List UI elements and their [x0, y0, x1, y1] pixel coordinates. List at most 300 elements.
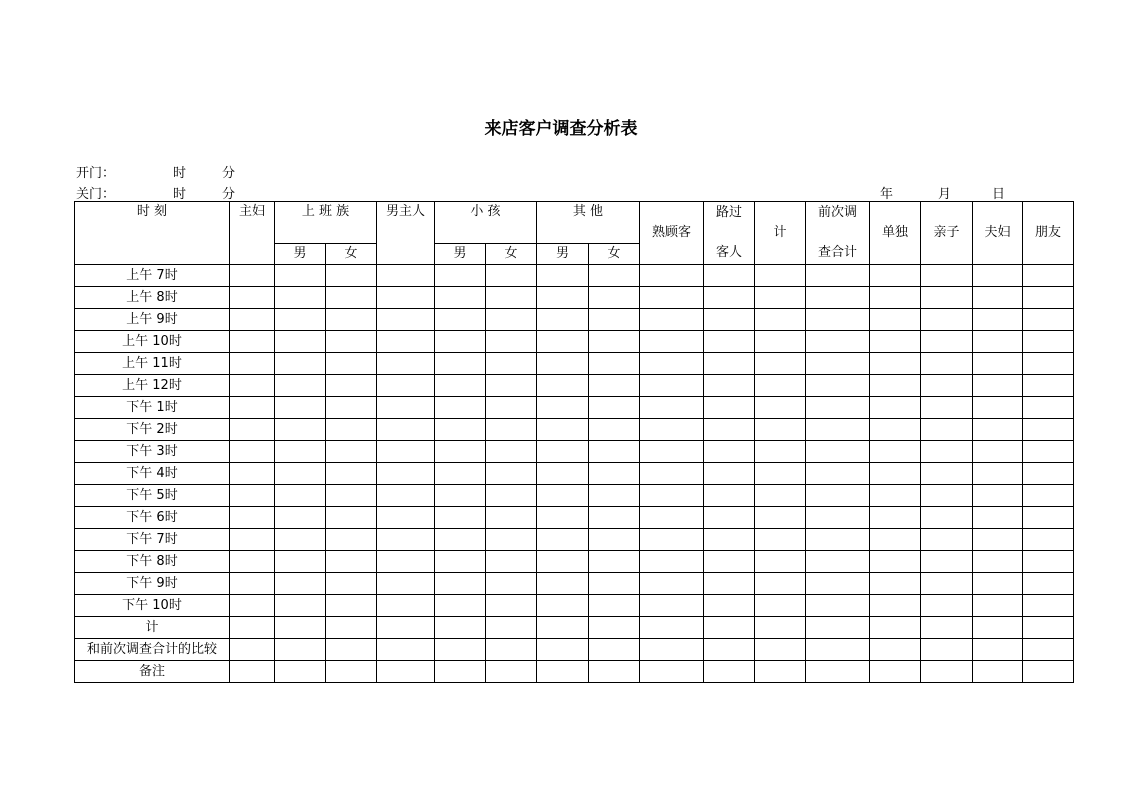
entry-cell[interactable]	[704, 287, 755, 309]
entry-cell[interactable]	[640, 353, 704, 375]
entry-cell[interactable]	[486, 265, 537, 287]
entry-cell[interactable]	[704, 419, 755, 441]
entry-cell[interactable]	[537, 397, 589, 419]
entry-cell[interactable]	[589, 353, 640, 375]
entry-cell[interactable]	[486, 639, 537, 661]
entry-cell[interactable]	[921, 507, 973, 529]
entry-cell[interactable]	[755, 661, 806, 683]
entry-cell[interactable]	[640, 265, 704, 287]
entry-cell[interactable]	[326, 265, 377, 287]
entry-cell[interactable]	[755, 419, 806, 441]
entry-cell[interactable]	[537, 287, 589, 309]
entry-cell[interactable]	[435, 617, 486, 639]
entry-cell[interactable]	[275, 639, 326, 661]
entry-cell[interactable]	[870, 463, 921, 485]
entry-cell[interactable]	[640, 463, 704, 485]
entry-cell[interactable]	[435, 639, 486, 661]
entry-cell[interactable]	[377, 287, 435, 309]
entry-cell[interactable]	[326, 441, 377, 463]
entry-cell[interactable]	[326, 353, 377, 375]
entry-cell[interactable]	[806, 463, 870, 485]
entry-cell[interactable]	[275, 397, 326, 419]
entry-cell[interactable]	[640, 419, 704, 441]
entry-cell[interactable]	[870, 287, 921, 309]
entry-cell[interactable]	[589, 595, 640, 617]
entry-cell[interactable]	[806, 331, 870, 353]
entry-cell[interactable]	[806, 397, 870, 419]
entry-cell[interactable]	[973, 639, 1023, 661]
entry-cell[interactable]	[275, 265, 326, 287]
entry-cell[interactable]	[589, 265, 640, 287]
entry-cell[interactable]	[921, 529, 973, 551]
entry-cell[interactable]	[1023, 529, 1074, 551]
entry-cell[interactable]	[486, 507, 537, 529]
entry-cell[interactable]	[230, 617, 275, 639]
entry-cell[interactable]	[806, 595, 870, 617]
entry-cell[interactable]	[537, 463, 589, 485]
entry-cell[interactable]	[537, 309, 589, 331]
entry-cell[interactable]	[326, 551, 377, 573]
entry-cell[interactable]	[537, 441, 589, 463]
entry-cell[interactable]	[275, 353, 326, 375]
entry-cell[interactable]	[230, 573, 275, 595]
entry-cell[interactable]	[486, 309, 537, 331]
entry-cell[interactable]	[973, 309, 1023, 331]
entry-cell[interactable]	[486, 551, 537, 573]
entry-cell[interactable]	[435, 573, 486, 595]
entry-cell[interactable]	[589, 309, 640, 331]
entry-cell[interactable]	[1023, 353, 1074, 375]
entry-cell[interactable]	[640, 529, 704, 551]
entry-cell[interactable]	[589, 573, 640, 595]
entry-cell[interactable]	[377, 331, 435, 353]
entry-cell[interactable]	[1023, 375, 1074, 397]
entry-cell[interactable]	[275, 595, 326, 617]
entry-cell[interactable]	[921, 375, 973, 397]
entry-cell[interactable]	[640, 551, 704, 573]
entry-cell[interactable]	[806, 441, 870, 463]
entry-cell[interactable]	[921, 617, 973, 639]
entry-cell[interactable]	[537, 661, 589, 683]
entry-cell[interactable]	[435, 551, 486, 573]
entry-cell[interactable]	[377, 551, 435, 573]
entry-cell[interactable]	[230, 507, 275, 529]
entry-cell[interactable]	[704, 485, 755, 507]
entry-cell[interactable]	[377, 529, 435, 551]
entry-cell[interactable]	[704, 595, 755, 617]
entry-cell[interactable]	[870, 441, 921, 463]
entry-cell[interactable]	[806, 551, 870, 573]
entry-cell[interactable]	[921, 419, 973, 441]
entry-cell[interactable]	[326, 529, 377, 551]
entry-cell[interactable]	[486, 419, 537, 441]
entry-cell[interactable]	[435, 397, 486, 419]
entry-cell[interactable]	[589, 551, 640, 573]
entry-cell[interactable]	[326, 485, 377, 507]
entry-cell[interactable]	[870, 639, 921, 661]
entry-cell[interactable]	[870, 353, 921, 375]
entry-cell[interactable]	[589, 661, 640, 683]
entry-cell[interactable]	[230, 595, 275, 617]
entry-cell[interactable]	[230, 441, 275, 463]
entry-cell[interactable]	[755, 551, 806, 573]
entry-cell[interactable]	[326, 463, 377, 485]
entry-cell[interactable]	[230, 661, 275, 683]
entry-cell[interactable]	[1023, 397, 1074, 419]
entry-cell[interactable]	[921, 353, 973, 375]
entry-cell[interactable]	[704, 661, 755, 683]
entry-cell[interactable]	[755, 507, 806, 529]
entry-cell[interactable]	[973, 287, 1023, 309]
entry-cell[interactable]	[973, 485, 1023, 507]
entry-cell[interactable]	[704, 617, 755, 639]
entry-cell[interactable]	[230, 485, 275, 507]
entry-cell[interactable]	[704, 529, 755, 551]
entry-cell[interactable]	[326, 639, 377, 661]
entry-cell[interactable]	[973, 573, 1023, 595]
entry-cell[interactable]	[921, 573, 973, 595]
entry-cell[interactable]	[704, 573, 755, 595]
entry-cell[interactable]	[326, 507, 377, 529]
entry-cell[interactable]	[377, 309, 435, 331]
entry-cell[interactable]	[1023, 507, 1074, 529]
entry-cell[interactable]	[806, 661, 870, 683]
entry-cell[interactable]	[230, 265, 275, 287]
entry-cell[interactable]	[377, 375, 435, 397]
entry-cell[interactable]	[1023, 617, 1074, 639]
entry-cell[interactable]	[435, 353, 486, 375]
entry-cell[interactable]	[870, 331, 921, 353]
entry-cell[interactable]	[1023, 419, 1074, 441]
entry-cell[interactable]	[486, 661, 537, 683]
entry-cell[interactable]	[1023, 551, 1074, 573]
entry-cell[interactable]	[435, 419, 486, 441]
entry-cell[interactable]	[377, 507, 435, 529]
entry-cell[interactable]	[870, 573, 921, 595]
entry-cell[interactable]	[640, 331, 704, 353]
entry-cell[interactable]	[537, 639, 589, 661]
entry-cell[interactable]	[537, 573, 589, 595]
entry-cell[interactable]	[230, 639, 275, 661]
entry-cell[interactable]	[537, 419, 589, 441]
entry-cell[interactable]	[1023, 485, 1074, 507]
entry-cell[interactable]	[921, 551, 973, 573]
entry-cell[interactable]	[704, 397, 755, 419]
entry-cell[interactable]	[755, 463, 806, 485]
entry-cell[interactable]	[377, 441, 435, 463]
entry-cell[interactable]	[640, 485, 704, 507]
entry-cell[interactable]	[973, 397, 1023, 419]
entry-cell[interactable]	[537, 507, 589, 529]
entry-cell[interactable]	[870, 507, 921, 529]
entry-cell[interactable]	[870, 617, 921, 639]
entry-cell[interactable]	[755, 595, 806, 617]
entry-cell[interactable]	[589, 463, 640, 485]
entry-cell[interactable]	[377, 265, 435, 287]
entry-cell[interactable]	[755, 375, 806, 397]
entry-cell[interactable]	[275, 463, 326, 485]
entry-cell[interactable]	[589, 639, 640, 661]
entry-cell[interactable]	[486, 375, 537, 397]
entry-cell[interactable]	[435, 485, 486, 507]
entry-cell[interactable]	[755, 573, 806, 595]
entry-cell[interactable]	[870, 485, 921, 507]
entry-cell[interactable]	[921, 661, 973, 683]
entry-cell[interactable]	[377, 397, 435, 419]
entry-cell[interactable]	[640, 595, 704, 617]
entry-cell[interactable]	[377, 661, 435, 683]
entry-cell[interactable]	[704, 551, 755, 573]
entry-cell[interactable]	[377, 595, 435, 617]
entry-cell[interactable]	[589, 485, 640, 507]
entry-cell[interactable]	[486, 331, 537, 353]
entry-cell[interactable]	[230, 331, 275, 353]
entry-cell[interactable]	[537, 331, 589, 353]
entry-cell[interactable]	[275, 331, 326, 353]
entry-cell[interactable]	[589, 419, 640, 441]
entry-cell[interactable]	[589, 617, 640, 639]
entry-cell[interactable]	[435, 375, 486, 397]
entry-cell[interactable]	[486, 485, 537, 507]
entry-cell[interactable]	[640, 441, 704, 463]
entry-cell[interactable]	[973, 551, 1023, 573]
entry-cell[interactable]	[870, 595, 921, 617]
entry-cell[interactable]	[870, 309, 921, 331]
entry-cell[interactable]	[537, 375, 589, 397]
entry-cell[interactable]	[537, 529, 589, 551]
entry-cell[interactable]	[921, 639, 973, 661]
entry-cell[interactable]	[230, 287, 275, 309]
entry-cell[interactable]	[755, 331, 806, 353]
entry-cell[interactable]	[921, 485, 973, 507]
entry-cell[interactable]	[275, 287, 326, 309]
entry-cell[interactable]	[640, 617, 704, 639]
entry-cell[interactable]	[1023, 595, 1074, 617]
entry-cell[interactable]	[326, 331, 377, 353]
entry-cell[interactable]	[435, 309, 486, 331]
entry-cell[interactable]	[275, 485, 326, 507]
entry-cell[interactable]	[326, 287, 377, 309]
entry-cell[interactable]	[973, 331, 1023, 353]
entry-cell[interactable]	[1023, 309, 1074, 331]
entry-cell[interactable]	[806, 573, 870, 595]
entry-cell[interactable]	[806, 353, 870, 375]
entry-cell[interactable]	[806, 529, 870, 551]
entry-cell[interactable]	[435, 595, 486, 617]
entry-cell[interactable]	[486, 595, 537, 617]
entry-cell[interactable]	[640, 573, 704, 595]
entry-cell[interactable]	[230, 375, 275, 397]
entry-cell[interactable]	[275, 661, 326, 683]
entry-cell[interactable]	[640, 639, 704, 661]
entry-cell[interactable]	[806, 485, 870, 507]
entry-cell[interactable]	[435, 661, 486, 683]
entry-cell[interactable]	[640, 375, 704, 397]
entry-cell[interactable]	[704, 331, 755, 353]
entry-cell[interactable]	[589, 507, 640, 529]
entry-cell[interactable]	[755, 441, 806, 463]
entry-cell[interactable]	[377, 485, 435, 507]
entry-cell[interactable]	[537, 595, 589, 617]
entry-cell[interactable]	[377, 639, 435, 661]
entry-cell[interactable]	[230, 529, 275, 551]
entry-cell[interactable]	[973, 375, 1023, 397]
entry-cell[interactable]	[704, 441, 755, 463]
entry-cell[interactable]	[870, 551, 921, 573]
entry-cell[interactable]	[973, 441, 1023, 463]
entry-cell[interactable]	[589, 529, 640, 551]
entry-cell[interactable]	[275, 441, 326, 463]
entry-cell[interactable]	[870, 265, 921, 287]
entry-cell[interactable]	[326, 419, 377, 441]
entry-cell[interactable]	[870, 661, 921, 683]
entry-cell[interactable]	[435, 441, 486, 463]
entry-cell[interactable]	[1023, 441, 1074, 463]
entry-cell[interactable]	[537, 485, 589, 507]
entry-cell[interactable]	[870, 375, 921, 397]
entry-cell[interactable]	[275, 529, 326, 551]
entry-cell[interactable]	[755, 309, 806, 331]
entry-cell[interactable]	[755, 353, 806, 375]
entry-cell[interactable]	[275, 573, 326, 595]
entry-cell[interactable]	[230, 309, 275, 331]
entry-cell[interactable]	[973, 507, 1023, 529]
entry-cell[interactable]	[870, 529, 921, 551]
entry-cell[interactable]	[704, 353, 755, 375]
entry-cell[interactable]	[973, 529, 1023, 551]
entry-cell[interactable]	[435, 331, 486, 353]
entry-cell[interactable]	[326, 595, 377, 617]
entry-cell[interactable]	[486, 287, 537, 309]
entry-cell[interactable]	[326, 397, 377, 419]
entry-cell[interactable]	[704, 265, 755, 287]
entry-cell[interactable]	[755, 617, 806, 639]
entry-cell[interactable]	[755, 287, 806, 309]
entry-cell[interactable]	[275, 375, 326, 397]
entry-cell[interactable]	[640, 309, 704, 331]
entry-cell[interactable]	[806, 287, 870, 309]
entry-cell[interactable]	[1023, 287, 1074, 309]
entry-cell[interactable]	[973, 617, 1023, 639]
entry-cell[interactable]	[755, 529, 806, 551]
entry-cell[interactable]	[806, 419, 870, 441]
entry-cell[interactable]	[486, 397, 537, 419]
entry-cell[interactable]	[921, 397, 973, 419]
entry-cell[interactable]	[921, 331, 973, 353]
entry-cell[interactable]	[1023, 573, 1074, 595]
entry-cell[interactable]	[921, 309, 973, 331]
entry-cell[interactable]	[704, 375, 755, 397]
entry-cell[interactable]	[973, 661, 1023, 683]
entry-cell[interactable]	[377, 353, 435, 375]
entry-cell[interactable]	[870, 419, 921, 441]
entry-cell[interactable]	[589, 441, 640, 463]
entry-cell[interactable]	[806, 617, 870, 639]
entry-cell[interactable]	[704, 463, 755, 485]
entry-cell[interactable]	[486, 353, 537, 375]
entry-cell[interactable]	[275, 419, 326, 441]
entry-cell[interactable]	[326, 573, 377, 595]
entry-cell[interactable]	[640, 661, 704, 683]
entry-cell[interactable]	[230, 551, 275, 573]
entry-cell[interactable]	[921, 595, 973, 617]
entry-cell[interactable]	[755, 485, 806, 507]
entry-cell[interactable]	[230, 419, 275, 441]
entry-cell[interactable]	[806, 639, 870, 661]
entry-cell[interactable]	[640, 287, 704, 309]
entry-cell[interactable]	[486, 463, 537, 485]
entry-cell[interactable]	[589, 331, 640, 353]
entry-cell[interactable]	[486, 529, 537, 551]
entry-cell[interactable]	[806, 265, 870, 287]
entry-cell[interactable]	[973, 595, 1023, 617]
entry-cell[interactable]	[973, 265, 1023, 287]
entry-cell[interactable]	[435, 265, 486, 287]
entry-cell[interactable]	[435, 507, 486, 529]
entry-cell[interactable]	[275, 617, 326, 639]
entry-cell[interactable]	[589, 397, 640, 419]
entry-cell[interactable]	[755, 265, 806, 287]
entry-cell[interactable]	[435, 463, 486, 485]
entry-cell[interactable]	[537, 265, 589, 287]
entry-cell[interactable]	[486, 573, 537, 595]
entry-cell[interactable]	[537, 551, 589, 573]
entry-cell[interactable]	[275, 309, 326, 331]
entry-cell[interactable]	[230, 353, 275, 375]
entry-cell[interactable]	[326, 617, 377, 639]
entry-cell[interactable]	[486, 441, 537, 463]
entry-cell[interactable]	[1023, 661, 1074, 683]
entry-cell[interactable]	[973, 353, 1023, 375]
entry-cell[interactable]	[275, 507, 326, 529]
entry-cell[interactable]	[806, 309, 870, 331]
entry-cell[interactable]	[704, 309, 755, 331]
entry-cell[interactable]	[704, 639, 755, 661]
entry-cell[interactable]	[486, 617, 537, 639]
entry-cell[interactable]	[755, 397, 806, 419]
entry-cell[interactable]	[1023, 463, 1074, 485]
entry-cell[interactable]	[870, 397, 921, 419]
entry-cell[interactable]	[537, 617, 589, 639]
entry-cell[interactable]	[230, 397, 275, 419]
entry-cell[interactable]	[377, 617, 435, 639]
entry-cell[interactable]	[1023, 265, 1074, 287]
entry-cell[interactable]	[921, 265, 973, 287]
entry-cell[interactable]	[377, 463, 435, 485]
entry-cell[interactable]	[377, 419, 435, 441]
entry-cell[interactable]	[973, 463, 1023, 485]
entry-cell[interactable]	[326, 309, 377, 331]
entry-cell[interactable]	[326, 375, 377, 397]
entry-cell[interactable]	[806, 375, 870, 397]
entry-cell[interactable]	[640, 397, 704, 419]
entry-cell[interactable]	[589, 375, 640, 397]
entry-cell[interactable]	[230, 463, 275, 485]
entry-cell[interactable]	[589, 287, 640, 309]
entry-cell[interactable]	[921, 287, 973, 309]
entry-cell[interactable]	[1023, 639, 1074, 661]
entry-cell[interactable]	[435, 529, 486, 551]
entry-cell[interactable]	[921, 463, 973, 485]
entry-cell[interactable]	[537, 353, 589, 375]
entry-cell[interactable]	[275, 551, 326, 573]
entry-cell[interactable]	[640, 507, 704, 529]
entry-cell[interactable]	[1023, 331, 1074, 353]
entry-cell[interactable]	[973, 419, 1023, 441]
entry-cell[interactable]	[435, 287, 486, 309]
entry-cell[interactable]	[921, 441, 973, 463]
entry-cell[interactable]	[326, 661, 377, 683]
